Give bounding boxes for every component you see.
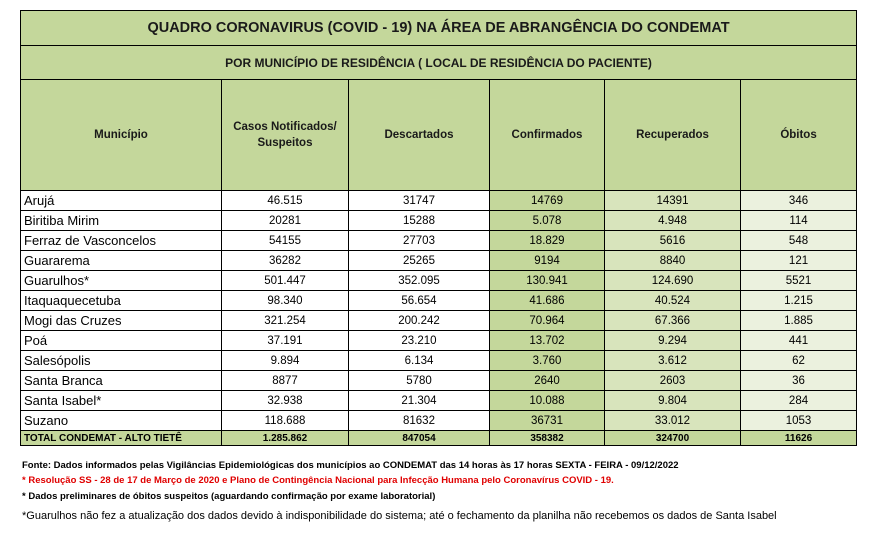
cell-casos: 32.938 [222, 391, 349, 411]
cell-casos: 36282 [222, 251, 349, 271]
table-row [21, 391, 857, 411]
total-descartados: 847054 [349, 431, 490, 446]
table-row [21, 331, 857, 351]
table-row [21, 351, 857, 371]
header-municipio: Município [21, 80, 222, 191]
table-body [21, 191, 857, 431]
cell-recuperados: 3.612 [605, 351, 741, 371]
resolution-note: * Resolução SS - 28 de 17 de Março de 2020 e Plano de Contingência Nacional para Infecção Humana pelo Coronavírus COVID - 19. [22, 475, 614, 486]
covid-report-table-container [20, 10, 856, 446]
header-descartados: Descartados [349, 80, 490, 191]
cell-recuperados: 14391 [605, 191, 741, 211]
total-confirmados: 358382 [490, 431, 605, 446]
covid-report-table [20, 10, 857, 446]
table-row [21, 271, 857, 291]
header-obitos: Óbitos [741, 80, 857, 191]
cell-obitos: 284 [741, 391, 857, 411]
total-row [21, 431, 857, 446]
table-row [21, 291, 857, 311]
cell-descartados: 31747 [349, 191, 490, 211]
cell-recuperados: 9.294 [605, 331, 741, 351]
table-row [21, 211, 857, 231]
cell-confirmados: 9194 [490, 251, 605, 271]
source-note: Fonte: Dados informados pelas Vigilâncias Epidemiológicas dos municípios ao CONDEMAT das 14 horas às 17 horas SEXTA - FEIRA - 09/12/2022 [22, 460, 679, 471]
cell-descartados: 200.242 [349, 311, 490, 331]
table-row [21, 231, 857, 251]
table-row [21, 371, 857, 391]
table-row [21, 411, 857, 431]
header-recuperados: Recuperados [605, 80, 741, 191]
table-row [21, 311, 857, 331]
header-casos [222, 80, 349, 191]
cell-descartados: 21.304 [349, 391, 490, 411]
preliminary-note: * Dados preliminares de óbitos suspeitos (aguardando confirmação por exame laboratorial) [22, 491, 436, 502]
cell-municipio: Salesópolis [21, 351, 222, 371]
cell-municipio: Arujá [21, 191, 222, 211]
cell-casos: 321.254 [222, 311, 349, 331]
cell-obitos: 548 [741, 231, 857, 251]
cell-obitos: 121 [741, 251, 857, 271]
cell-casos: 37.191 [222, 331, 349, 351]
cell-recuperados: 67.366 [605, 311, 741, 331]
cell-descartados: 5780 [349, 371, 490, 391]
cell-municipio: Itaquaquecetuba [21, 291, 222, 311]
cell-descartados: 81632 [349, 411, 490, 431]
cell-confirmados: 14769 [490, 191, 605, 211]
cell-municipio: Guararema [21, 251, 222, 271]
cell-municipio: Santa Branca [21, 371, 222, 391]
cell-recuperados: 33.012 [605, 411, 741, 431]
total-obitos: 11626 [741, 431, 857, 446]
column-header-row [21, 80, 857, 191]
cell-descartados: 15288 [349, 211, 490, 231]
cell-confirmados: 130.941 [490, 271, 605, 291]
table-subtitle: POR MUNICÍPIO DE RESIDÊNCIA ( LOCAL DE RESIDÊNCIA DO PACIENTE) [21, 46, 857, 80]
cell-recuperados: 9.804 [605, 391, 741, 411]
table-row [21, 191, 857, 211]
cell-confirmados: 18.829 [490, 231, 605, 251]
cell-recuperados: 4.948 [605, 211, 741, 231]
cell-confirmados: 41.686 [490, 291, 605, 311]
footnotes [22, 460, 852, 524]
cell-confirmados: 70.964 [490, 311, 605, 331]
cell-obitos: 346 [741, 191, 857, 211]
cell-municipio: Suzano [21, 411, 222, 431]
total-label: TOTAL CONDEMAT - ALTO TIETÊ [21, 431, 222, 446]
cell-descartados: 23.210 [349, 331, 490, 351]
cell-obitos: 1.885 [741, 311, 857, 331]
cell-confirmados: 5.078 [490, 211, 605, 231]
cell-obitos: 62 [741, 351, 857, 371]
cell-descartados: 352.095 [349, 271, 490, 291]
cell-confirmados: 36731 [490, 411, 605, 431]
cell-casos: 9.894 [222, 351, 349, 371]
cell-municipio: Guarulhos* [21, 271, 222, 291]
cell-obitos: 36 [741, 371, 857, 391]
cell-municipio: Ferraz de Vasconcelos [21, 231, 222, 251]
cell-casos: 501.447 [222, 271, 349, 291]
guarulhos-note: *Guarulhos não fez a atualização dos dados devido à indisponibilidade do sistema; até o fechamento da planilha não recebemos os dados de Santa Isabel [22, 510, 777, 522]
header-confirmados: Confirmados [490, 80, 605, 191]
cell-casos: 98.340 [222, 291, 349, 311]
total-recuperados: 324700 [605, 431, 741, 446]
cell-descartados: 56.654 [349, 291, 490, 311]
cell-casos: 20281 [222, 211, 349, 231]
cell-casos: 118.688 [222, 411, 349, 431]
cell-descartados: 25265 [349, 251, 490, 271]
cell-recuperados: 5616 [605, 231, 741, 251]
cell-obitos: 114 [741, 211, 857, 231]
table-row [21, 251, 857, 271]
cell-obitos: 441 [741, 331, 857, 351]
cell-recuperados: 2603 [605, 371, 741, 391]
table-title: QUADRO CORONAVIRUS (COVID - 19) NA ÁREA DE ABRANGÊNCIA DO CONDEMAT [21, 11, 857, 46]
cell-descartados: 27703 [349, 231, 490, 251]
cell-municipio: Biritiba Mirim [21, 211, 222, 231]
cell-recuperados: 124.690 [605, 271, 741, 291]
cell-municipio: Mogi das Cruzes [21, 311, 222, 331]
cell-casos: 8877 [222, 371, 349, 391]
header-casos-label: Casos Notificados/ Suspeitos [233, 121, 337, 149]
cell-confirmados: 10.088 [490, 391, 605, 411]
cell-casos: 54155 [222, 231, 349, 251]
cell-descartados: 6.134 [349, 351, 490, 371]
cell-recuperados: 8840 [605, 251, 741, 271]
cell-municipio: Poá [21, 331, 222, 351]
cell-obitos: 5521 [741, 271, 857, 291]
cell-confirmados: 13.702 [490, 331, 605, 351]
cell-casos: 46.515 [222, 191, 349, 211]
cell-municipio: Santa Isabel* [21, 391, 222, 411]
cell-obitos: 1.215 [741, 291, 857, 311]
cell-confirmados: 3.760 [490, 351, 605, 371]
total-casos: 1.285.862 [222, 431, 349, 446]
cell-recuperados: 40.524 [605, 291, 741, 311]
cell-confirmados: 2640 [490, 371, 605, 391]
cell-obitos: 1053 [741, 411, 857, 431]
